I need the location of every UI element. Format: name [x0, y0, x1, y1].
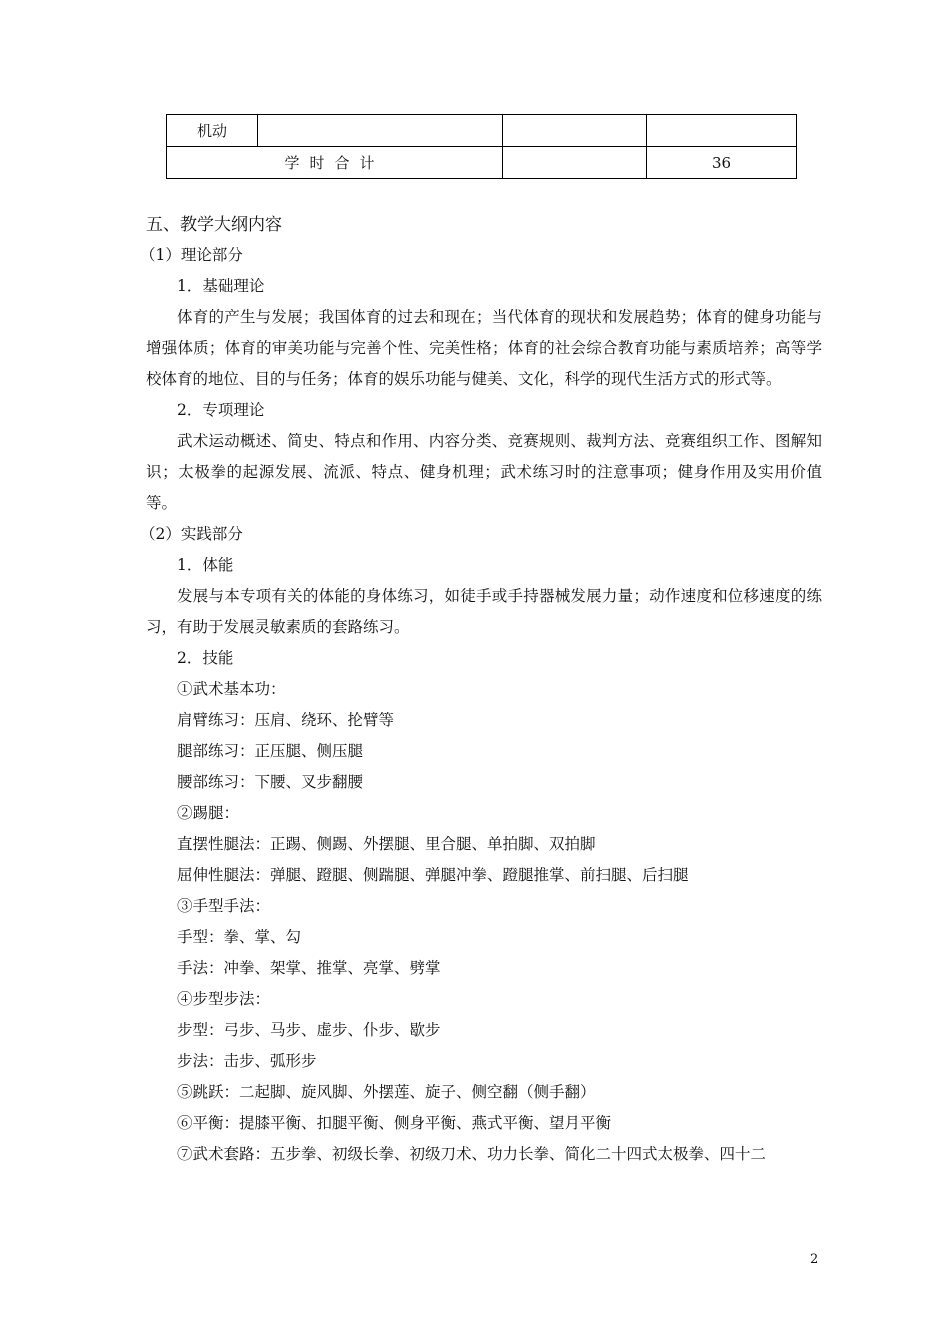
part1-item2-heading: 2．专项理论 — [177, 401, 265, 419]
table-row — [167, 115, 797, 147]
list-item: ⑤跳跃：二起脚、旋风脚、外摆莲、旋子、侧空翻（侧手翻） — [177, 1083, 596, 1101]
list-item: ②踢腿： — [177, 804, 240, 822]
part2-item1-heading: 1．体能 — [177, 556, 234, 574]
total-hours-value: 36 — [647, 147, 797, 179]
list-item: ③手型手法： — [177, 897, 271, 915]
list-item: ⑦武术套路：五步拳、初级长拳、初级刀术、功力长拳、简化二十四式太极拳、四十二 — [177, 1145, 767, 1163]
table-row — [167, 147, 797, 179]
hours-table — [166, 114, 796, 179]
table-cell — [503, 147, 647, 179]
list-item: 屈伸性腿法：弹腿、蹬腿、侧踹腿、弹腿冲拳、蹬腿推掌、前扫腿、后扫腿 — [177, 866, 689, 884]
part1-item1-heading: 1．基础理论 — [177, 277, 265, 295]
list-item: ⑥平衡：提膝平衡、扣腿平衡、侧身平衡、燕式平衡、望月平衡 — [177, 1114, 612, 1132]
list-item: 步型：弓步、马步、虚步、仆步、歇步 — [177, 1021, 441, 1039]
part2-heading: （2）实践部分 — [140, 525, 243, 543]
list-item: ①武术基本功： — [177, 680, 286, 698]
syllabus-content — [140, 213, 826, 1170]
page-number: 2 — [810, 1252, 819, 1267]
row-label-mobile: 机动 — [167, 115, 258, 147]
part1-item1-text: 体育的产生与发展；我国体育的过去和现在；当代体育的现状和发展趋势；体育的健身功能与增强体质；体育的审美功能与完善个性、完美性格；体育的社会综合教育功能与素质培养；高等学校体育的地位、目的与任务；体育的娱乐功能与健美、文化，科学的现代生活方式的形式等。 — [146, 308, 822, 388]
section-title: 五、教学大纲内容 — [146, 215, 282, 235]
table-cell — [647, 115, 797, 147]
list-item: 腰部练习：下腰、叉步翻腰 — [177, 773, 364, 791]
part1-item2-text: 武术运动概述、简史、特点和作用、内容分类、竞赛规则、裁判方法、竞赛组织工作、图解知识；太极拳的起源发展、流派、特点、健身机理；武术练习时的注意事项；健身作用及实用价值等。 — [146, 432, 822, 512]
hours-table-grid — [166, 114, 797, 179]
list-item: 腿部练习：正压腿、侧压腿 — [177, 742, 364, 760]
row-label-total-hours: 学时合计 — [167, 147, 503, 179]
list-item: ④步型步法： — [177, 990, 271, 1008]
part2-item2-heading: 2．技能 — [177, 649, 234, 667]
part2-item1-text: 发展与本专项有关的体能的身体练习，如徒手或手持器械发展力量；动作速度和位移速度的练习，有助于发展灵敏素质的套路练习。 — [146, 587, 822, 636]
table-cell — [258, 115, 503, 147]
list-item: 步法：击步、弧形步 — [177, 1052, 317, 1070]
part1-heading: （1）理论部分 — [140, 246, 243, 264]
list-item: 肩臂练习：压肩、绕环、抡臂等 — [177, 711, 395, 729]
list-item: 手法：冲拳、架掌、推掌、亮掌、劈掌 — [177, 959, 441, 977]
list-item: 直摆性腿法：正踢、侧踢、外摆腿、里合腿、单拍脚、双拍脚 — [177, 835, 596, 853]
list-item: 手型：拳、掌、勾 — [177, 928, 302, 946]
table-cell — [503, 115, 647, 147]
